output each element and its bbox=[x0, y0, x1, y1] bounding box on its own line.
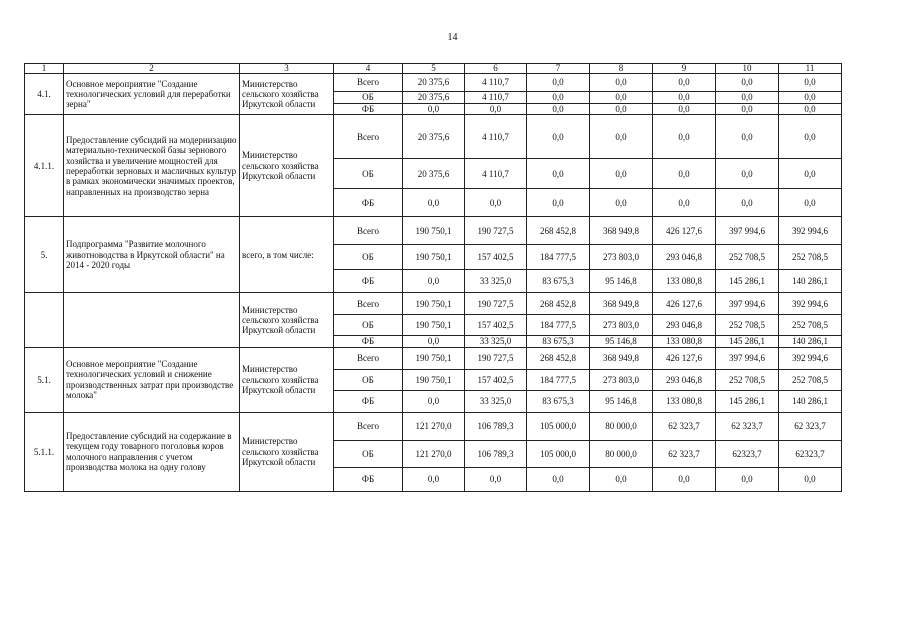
amount-cell: 0,0 bbox=[779, 104, 842, 115]
amount-cell: 62 323,7 bbox=[716, 412, 779, 440]
amount-cell: 0,0 bbox=[527, 74, 590, 92]
amount-cell: 190 750,1 bbox=[403, 369, 465, 390]
amount-cell: 0,0 bbox=[716, 159, 779, 189]
amount-cell: 0,0 bbox=[590, 159, 653, 189]
amount-cell: 4 110,7 bbox=[465, 159, 527, 189]
header-cell: 8 bbox=[590, 64, 653, 74]
amount-cell: 95 146,8 bbox=[590, 390, 653, 412]
item-description-cell: Основное мероприятие "Создание технологических условий для переработки зерна" bbox=[64, 74, 240, 115]
item-code-cell: 5.1. bbox=[25, 347, 64, 412]
amount-cell: 20 375,6 bbox=[403, 115, 465, 159]
item-code-cell: 4.1. bbox=[25, 74, 64, 115]
header-cell: 9 bbox=[653, 64, 716, 74]
page-number: 14 bbox=[447, 32, 458, 43]
amount-cell: 0,0 bbox=[590, 115, 653, 159]
amount-cell: 95 146,8 bbox=[590, 336, 653, 347]
table-row bbox=[25, 115, 842, 159]
amount-cell: 0,0 bbox=[403, 336, 465, 347]
executor-cell: всего, в том числе: bbox=[240, 217, 334, 293]
executor-cell: Министерство сельского хозяйства Иркутской области bbox=[240, 347, 334, 412]
amount-cell: 33 325,0 bbox=[465, 336, 527, 347]
amount-cell: 0,0 bbox=[779, 74, 842, 92]
amount-cell: 140 286,1 bbox=[779, 390, 842, 412]
amount-cell: 368 949,8 bbox=[590, 217, 653, 245]
item-code-cell: 4.1.1. bbox=[25, 115, 64, 217]
amount-cell: 140 286,1 bbox=[779, 336, 842, 347]
amount-cell: 0,0 bbox=[590, 104, 653, 115]
amount-cell: 145 286,1 bbox=[716, 390, 779, 412]
amount-cell: 0,0 bbox=[590, 189, 653, 217]
table-row bbox=[25, 74, 842, 92]
funding-source-cell: Всего bbox=[334, 74, 403, 92]
amount-cell: 4 110,7 bbox=[465, 115, 527, 159]
amount-cell: 105 000,0 bbox=[527, 412, 590, 440]
funding-source-cell: ФБ bbox=[334, 467, 403, 491]
amount-cell: 368 949,8 bbox=[590, 347, 653, 369]
amount-cell: 0,0 bbox=[527, 104, 590, 115]
funding-source-cell: ОБ bbox=[334, 92, 403, 104]
amount-cell: 0,0 bbox=[716, 74, 779, 92]
table-row bbox=[25, 412, 842, 440]
amount-cell: 184 777,5 bbox=[527, 315, 590, 336]
header-cell: 10 bbox=[716, 64, 779, 74]
amount-cell: 184 777,5 bbox=[527, 369, 590, 390]
header-cell: 4 bbox=[334, 64, 403, 74]
amount-cell: 83 675,3 bbox=[527, 390, 590, 412]
amount-cell: 273 803,0 bbox=[590, 369, 653, 390]
table-row bbox=[25, 293, 842, 315]
amount-cell: 0,0 bbox=[716, 104, 779, 115]
amount-cell: 184 777,5 bbox=[527, 245, 590, 270]
amount-cell: 133 080,8 bbox=[653, 270, 716, 293]
funding-source-cell: ФБ bbox=[334, 336, 403, 347]
amount-cell: 0,0 bbox=[716, 467, 779, 491]
header-cell: 11 bbox=[779, 64, 842, 74]
amount-cell: 121 270,0 bbox=[403, 440, 465, 467]
amount-cell: 0,0 bbox=[403, 467, 465, 491]
amount-cell: 426 127,6 bbox=[653, 293, 716, 315]
amount-cell: 62323,7 bbox=[716, 440, 779, 467]
amount-cell: 0,0 bbox=[779, 189, 842, 217]
amount-cell: 0,0 bbox=[716, 189, 779, 217]
amount-cell: 0,0 bbox=[779, 159, 842, 189]
amount-cell: 140 286,1 bbox=[779, 270, 842, 293]
funding-source-cell: ОБ bbox=[334, 315, 403, 336]
funding-source-cell: ФБ bbox=[334, 189, 403, 217]
amount-cell: 252 708,5 bbox=[779, 369, 842, 390]
amount-cell: 252 708,5 bbox=[716, 369, 779, 390]
item-description-cell bbox=[64, 293, 240, 347]
funding-source-cell: ФБ bbox=[334, 104, 403, 115]
amount-cell: 368 949,8 bbox=[590, 293, 653, 315]
amount-cell: 293 046,8 bbox=[653, 315, 716, 336]
amount-cell: 157 402,5 bbox=[465, 315, 527, 336]
amount-cell: 145 286,1 bbox=[716, 336, 779, 347]
amount-cell: 145 286,1 bbox=[716, 270, 779, 293]
amount-cell: 0,0 bbox=[403, 104, 465, 115]
header-cell: 7 bbox=[527, 64, 590, 74]
amount-cell: 106 789,3 bbox=[465, 440, 527, 467]
item-description-cell: Предоставление субсидий на модернизацию материально-технической базы зернового хозяйства и увеличение мощностей для переработки зерновых и масличных культур в рамках экономически значимых проектов, направленных на производство зерна bbox=[64, 115, 240, 217]
amount-cell: 62 323,7 bbox=[653, 412, 716, 440]
funding-source-cell: ФБ bbox=[334, 390, 403, 412]
amount-cell: 268 452,8 bbox=[527, 217, 590, 245]
funding-source-cell: ОБ bbox=[334, 159, 403, 189]
amount-cell: 0,0 bbox=[403, 189, 465, 217]
amount-cell: 0,0 bbox=[653, 467, 716, 491]
item-description-cell: Предоставление субсидий на содержание в текущем году товарного поголовья коров молочного направления с учетом производства молока на одну голову bbox=[64, 412, 240, 491]
amount-cell: 83 675,3 bbox=[527, 336, 590, 347]
amount-cell: 426 127,6 bbox=[653, 217, 716, 245]
amount-cell: 83 675,3 bbox=[527, 270, 590, 293]
amount-cell: 392 994,6 bbox=[779, 293, 842, 315]
amount-cell: 106 789,3 bbox=[465, 412, 527, 440]
amount-cell: 95 146,8 bbox=[590, 270, 653, 293]
amount-cell: 426 127,6 bbox=[653, 347, 716, 369]
header-cell: 2 bbox=[64, 64, 240, 74]
executor-cell: Министерство сельского хозяйства Иркутской области bbox=[240, 115, 334, 217]
amount-cell: 397 994,6 bbox=[716, 293, 779, 315]
funding-source-cell: Всего bbox=[334, 293, 403, 315]
amount-cell: 0,0 bbox=[527, 115, 590, 159]
amount-cell: 0,0 bbox=[716, 115, 779, 159]
executor-cell: Министерство сельского хозяйства Иркутской области bbox=[240, 293, 334, 347]
amount-cell: 0,0 bbox=[403, 270, 465, 293]
amount-cell: 20 375,6 bbox=[403, 159, 465, 189]
funding-source-cell: ОБ bbox=[334, 440, 403, 467]
amount-cell: 0,0 bbox=[590, 92, 653, 104]
amount-cell: 392 994,6 bbox=[779, 347, 842, 369]
amount-cell: 33 325,0 bbox=[465, 270, 527, 293]
amount-cell: 190 727,5 bbox=[465, 347, 527, 369]
amount-cell: 397 994,6 bbox=[716, 347, 779, 369]
amount-cell: 0,0 bbox=[779, 92, 842, 104]
table-row bbox=[25, 217, 842, 245]
amount-cell: 157 402,5 bbox=[465, 369, 527, 390]
amount-cell: 0,0 bbox=[527, 159, 590, 189]
amount-cell: 133 080,8 bbox=[653, 390, 716, 412]
amount-cell: 0,0 bbox=[403, 390, 465, 412]
amount-cell: 190 750,1 bbox=[403, 347, 465, 369]
amount-cell: 4 110,7 bbox=[465, 92, 527, 104]
amount-cell: 0,0 bbox=[653, 115, 716, 159]
amount-cell: 133 080,8 bbox=[653, 336, 716, 347]
amount-cell: 20 375,6 bbox=[403, 74, 465, 92]
funding-source-cell: Всего bbox=[334, 115, 403, 159]
header-cell: 3 bbox=[240, 64, 334, 74]
amount-cell: 121 270,0 bbox=[403, 412, 465, 440]
amount-cell: 0,0 bbox=[465, 104, 527, 115]
amount-cell: 0,0 bbox=[779, 115, 842, 159]
funding-source-cell: Всего bbox=[334, 217, 403, 245]
amount-cell: 0,0 bbox=[653, 74, 716, 92]
table-row bbox=[25, 347, 842, 369]
funding-source-cell: ОБ bbox=[334, 369, 403, 390]
amount-cell: 190 727,5 bbox=[465, 217, 527, 245]
funding-source-cell: Всего bbox=[334, 347, 403, 369]
amount-cell: 0,0 bbox=[716, 92, 779, 104]
amount-cell: 4 110,7 bbox=[465, 74, 527, 92]
item-code-cell: 5. bbox=[25, 217, 64, 293]
amount-cell: 293 046,8 bbox=[653, 369, 716, 390]
item-code-cell: 5.1.1. bbox=[25, 412, 64, 491]
header-row bbox=[25, 64, 842, 74]
item-description-cell: Основное мероприятие "Создание технологических условий и снижение производственных затрат при производстве молока" bbox=[64, 347, 240, 412]
header-cell: 6 bbox=[465, 64, 527, 74]
amount-cell: 190 750,1 bbox=[403, 293, 465, 315]
amount-cell: 190 727,5 bbox=[465, 293, 527, 315]
funding-source-cell: ФБ bbox=[334, 270, 403, 293]
amount-cell: 0,0 bbox=[779, 467, 842, 491]
header-cell: 1 bbox=[25, 64, 64, 74]
amount-cell: 20 375,6 bbox=[403, 92, 465, 104]
amount-cell: 252 708,5 bbox=[716, 315, 779, 336]
amount-cell: 0,0 bbox=[653, 92, 716, 104]
funding-source-cell: Всего bbox=[334, 412, 403, 440]
executor-cell: Министерство сельского хозяйства Иркутской области bbox=[240, 412, 334, 491]
table-body bbox=[25, 64, 842, 492]
amount-cell: 392 994,6 bbox=[779, 217, 842, 245]
amount-cell: 0,0 bbox=[653, 159, 716, 189]
amount-cell: 268 452,8 bbox=[527, 293, 590, 315]
amount-cell: 273 803,0 bbox=[590, 245, 653, 270]
budget-table bbox=[24, 63, 842, 492]
amount-cell: 80 000,0 bbox=[590, 412, 653, 440]
amount-cell: 0,0 bbox=[653, 189, 716, 217]
amount-cell: 190 750,1 bbox=[403, 217, 465, 245]
amount-cell: 62 323,7 bbox=[653, 440, 716, 467]
item-description-cell: Подпрограмма "Развитие молочного животноводства в Иркутской области" на 2014 - 2020 годы bbox=[64, 217, 240, 293]
amount-cell: 80 000,0 bbox=[590, 440, 653, 467]
amount-cell: 268 452,8 bbox=[527, 347, 590, 369]
amount-cell: 293 046,8 bbox=[653, 245, 716, 270]
amount-cell: 0,0 bbox=[465, 467, 527, 491]
executor-cell: Министерство сельского хозяйства Иркутской области bbox=[240, 74, 334, 115]
amount-cell: 190 750,1 bbox=[403, 315, 465, 336]
amount-cell: 105 000,0 bbox=[527, 440, 590, 467]
amount-cell: 397 994,6 bbox=[716, 217, 779, 245]
amount-cell: 0,0 bbox=[465, 189, 527, 217]
item-code-cell bbox=[25, 293, 64, 347]
header-cell: 5 bbox=[403, 64, 465, 74]
amount-cell: 33 325,0 bbox=[465, 390, 527, 412]
amount-cell: 190 750,1 bbox=[403, 245, 465, 270]
amount-cell: 273 803,0 bbox=[590, 315, 653, 336]
amount-cell: 0,0 bbox=[527, 92, 590, 104]
amount-cell: 62323,7 bbox=[779, 440, 842, 467]
amount-cell: 0,0 bbox=[590, 467, 653, 491]
amount-cell: 0,0 bbox=[653, 104, 716, 115]
amount-cell: 252 708,5 bbox=[779, 315, 842, 336]
funding-source-cell: ОБ bbox=[334, 245, 403, 270]
amount-cell: 62 323,7 bbox=[779, 412, 842, 440]
amount-cell: 0,0 bbox=[590, 74, 653, 92]
amount-cell: 0,0 bbox=[527, 189, 590, 217]
amount-cell: 157 402,5 bbox=[465, 245, 527, 270]
amount-cell: 252 708,5 bbox=[716, 245, 779, 270]
amount-cell: 0,0 bbox=[527, 467, 590, 491]
amount-cell: 252 708,5 bbox=[779, 245, 842, 270]
